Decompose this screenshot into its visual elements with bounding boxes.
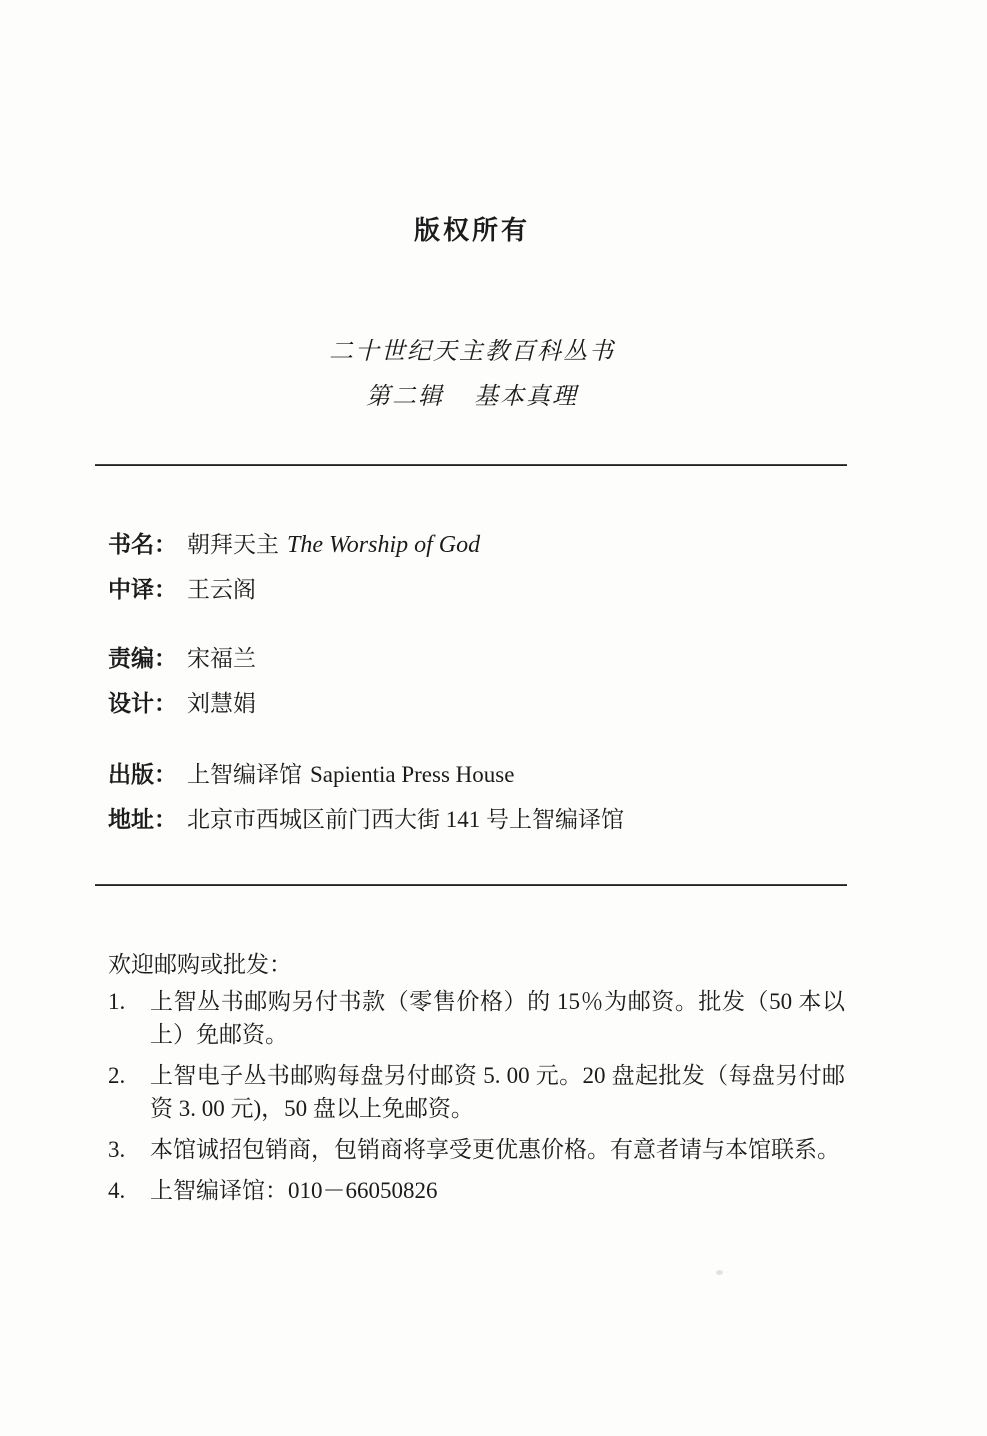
- item-number: 2.: [108, 1063, 126, 1088]
- item-text: 上智丛书邮购另付书款（零售价格）的 15％为邮资。批发（50 本以上）免邮资。: [150, 989, 846, 1047]
- sales-list: [108, 985, 845, 1215]
- info-row-publisher: [108, 752, 624, 797]
- item-text: 上智编译馆：010－66050826: [150, 1178, 438, 1203]
- list-item: [108, 1174, 845, 1207]
- editor-group: [108, 636, 256, 726]
- series-volume-title: 基本真理: [474, 384, 578, 410]
- list-item: [108, 985, 845, 1051]
- publisher-label: 出版：: [108, 761, 177, 787]
- divider-bottom: [95, 884, 847, 886]
- info-row-address: [108, 797, 624, 842]
- editor-value: 宋福兰: [187, 646, 256, 671]
- info-row-editor: [108, 636, 256, 681]
- item-number: 3.: [108, 1137, 126, 1162]
- item-text: 本馆诚招包销商，包销商将享受更优惠价格。有意者请与本馆联系。: [150, 1137, 840, 1162]
- list-item: [108, 1133, 845, 1166]
- item-text: 上智电子丛书邮购每盘另付邮资 5. 00 元。20 盘起批发（每盘另付邮资 3. 00 元)，50 盘以上免邮资。: [150, 1063, 845, 1121]
- copyright-notice: 版权所有: [413, 215, 530, 245]
- info-row-translator: [108, 567, 480, 612]
- list-item: [108, 1059, 845, 1125]
- scan-speck: [716, 1270, 723, 1275]
- translator-label: 中译：: [108, 576, 177, 602]
- publisher-value-cn: 上智编译馆: [187, 762, 302, 787]
- info-row-title: [108, 522, 480, 567]
- item-number: 1.: [108, 989, 126, 1014]
- item-number: 4.: [108, 1178, 126, 1203]
- address-value: 北京市西城区前门西大街 141 号上智编译馆: [187, 807, 624, 832]
- series-title: 二十世纪天主教百科丛书: [329, 339, 615, 365]
- series-subtitle: [0, 376, 944, 411]
- designer-value: 刘慧娟: [187, 691, 256, 716]
- title-value-en: The Worship of God: [287, 532, 481, 558]
- series-volume: 第二辑: [366, 384, 444, 410]
- publisher-value-en: Sapientia Press House: [310, 762, 515, 787]
- info-row-designer: [108, 681, 256, 726]
- title-label: 书名：: [108, 531, 177, 557]
- address-label: 地址：: [108, 806, 177, 832]
- sales-intro: 欢迎邮购或批发：: [108, 952, 292, 977]
- translator-value: 王云阁: [187, 577, 256, 602]
- designer-label: 设计：: [108, 690, 177, 716]
- book-title-group: [108, 522, 480, 612]
- title-value-cn: 朝拜天主: [187, 532, 279, 557]
- divider-top: [95, 464, 847, 466]
- editor-label: 责编：: [108, 645, 177, 671]
- publisher-group: [108, 752, 624, 842]
